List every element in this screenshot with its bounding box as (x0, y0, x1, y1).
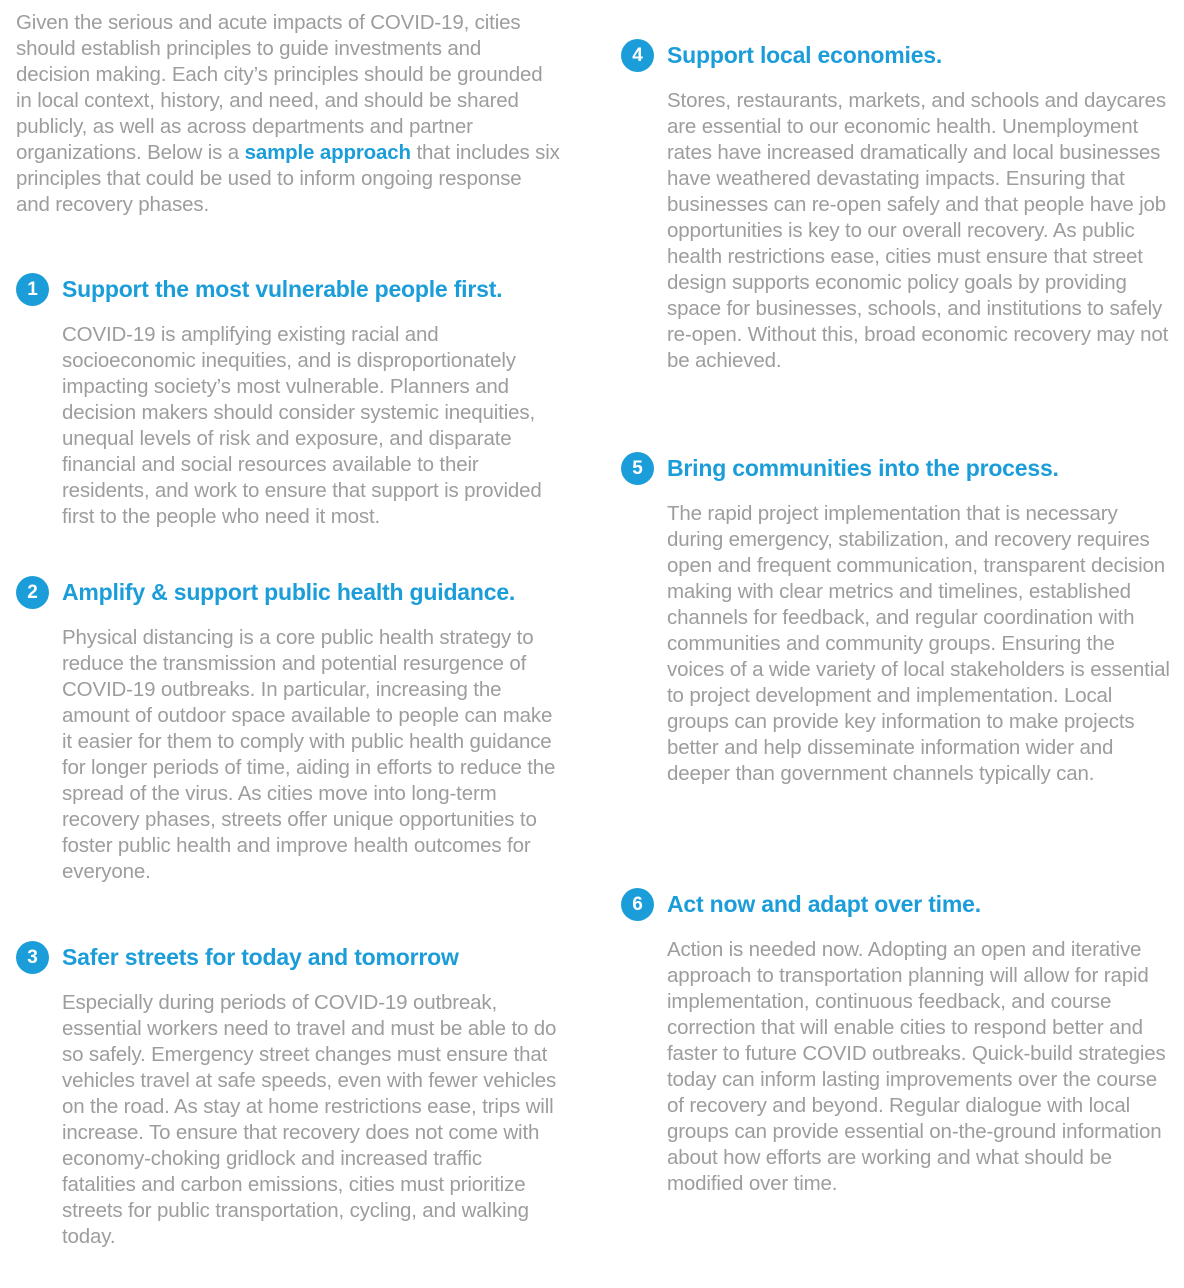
intro-text-after-link: that includes six principles that could be used to inform ongoing response and recovery phases. (16, 141, 560, 216)
sample-approach-link[interactable]: sample approach (244, 141, 411, 164)
principle-section-5 (621, 452, 1175, 787)
principle-6-title: Act now and adapt over time. (667, 890, 981, 917)
principle-2-body: Physical distancing is a core public health strategy to reduce the transmission and potential resurgence of COVID-19 outbreaks. In particular, increasing the amount of outdoor space available to people can make it easier for them to comply with public health guidance for longer periods of time, aiding in efforts to reduce the spread of the virus. As cities move into long-term recovery phases, streets offer unique opportunities to foster public health and improve health outcomes for everyone. (62, 626, 556, 883)
principle-4-header (621, 39, 1175, 72)
intro-text-before-link: Given the serious and acute impacts of COVID-19, cities should establish principles to guide investments and decision making. Each city’s principles should be grounded in local context, history, and need, and should be shared publicly, as well as across departments and partner organizations. Below is a (16, 11, 543, 164)
principle-4-title: Support local economies. (667, 41, 943, 68)
principle-5-header (621, 452, 1175, 485)
principle-6-header (621, 888, 1175, 921)
principle-2-title: Amplify & support public health guidance. (62, 578, 516, 605)
principle-3-body: Especially during periods of COVID-19 outbreak, essential workers need to travel and must be able to do so safely. Emergency street changes must ensure that vehicles travel at safe speeds, even with fewer vehicles on the road. As stay at home restrictions ease, trips will increase. To ensure that recovery does not come with economy-choking gridlock and increased traffic fatalities and carbon emissions, cities must prioritize streets for public transportation, cycling, and walking today. (62, 991, 557, 1248)
principle-2-number-badge: 2 (16, 576, 49, 609)
principle-4-number-badge: 4 (621, 39, 654, 72)
principle-section-1 (16, 273, 558, 530)
principle-section-6 (621, 888, 1175, 1197)
principle-3-number-badge: 3 (16, 941, 49, 974)
principle-section-2 (16, 576, 558, 885)
principle-6-body: Action is needed now. Adopting an open and iterative approach to transportation planning will allow for rapid implementation, continuous feedback, and course correction that will enable cities to respond better and faster to future COVID outbreaks. Quick-build strategies today can inform lasting improvements over the course of recovery and beyond. Regular dialogue with local groups can provide essential on-the-ground information about how efforts are working and what should be modified over time. (667, 938, 1166, 1195)
principle-1-body: COVID-19 is amplifying existing racial and socioeconomic inequities, and is disproportionately impacting society’s most vulnerable. Planners and decision makers should consider systemic inequities, unequal levels of risk and exposure, and disparate financial and social resources available to their residents, and work to ensure that support is provided first to the people who need it most. (62, 323, 542, 528)
principle-2-header (16, 576, 558, 609)
principle-3-title: Safer streets for today and tomorrow (62, 943, 459, 970)
principle-3-header (16, 941, 558, 974)
principle-1-title: Support the most vulnerable people first. (62, 275, 503, 302)
principle-6-number-badge: 6 (621, 888, 654, 921)
principle-5-body: The rapid project implementation that is necessary during emergency, stabilization, and recovery requires open and frequent communication, transparent decision making with clear metrics and timelines, established channels for feedback, and regular coordination with communities and community groups. Ensuring the voices of a wide variety of local stakeholders is essential to project development and implementation. Local groups can provide key information to make projects better and help disseminate information wider and deeper than government channels typically can. (667, 502, 1170, 785)
principle-5-number-badge: 5 (621, 452, 654, 485)
principle-1-header (16, 273, 558, 306)
principle-4-body: Stores, restaurants, markets, and schools and daycares are essential to our economic health. Unemployment rates have increased dramatically and local businesses have weathered devastating impacts. Ensuring that businesses can re-open safely and that people have job opportunities is key to our overall recovery. As public health restrictions ease, cities must ensure that street design supports economic policy goals by providing space for businesses, schools, and institutions to safely re-open. Without this, broad economic recovery may not be achieved. (667, 89, 1169, 372)
intro-paragraph (16, 10, 560, 218)
principle-section-3 (16, 941, 558, 1250)
principle-section-4 (621, 39, 1175, 374)
principle-5-title: Bring communities into the process. (667, 454, 1059, 481)
principle-1-number-badge: 1 (16, 273, 49, 306)
